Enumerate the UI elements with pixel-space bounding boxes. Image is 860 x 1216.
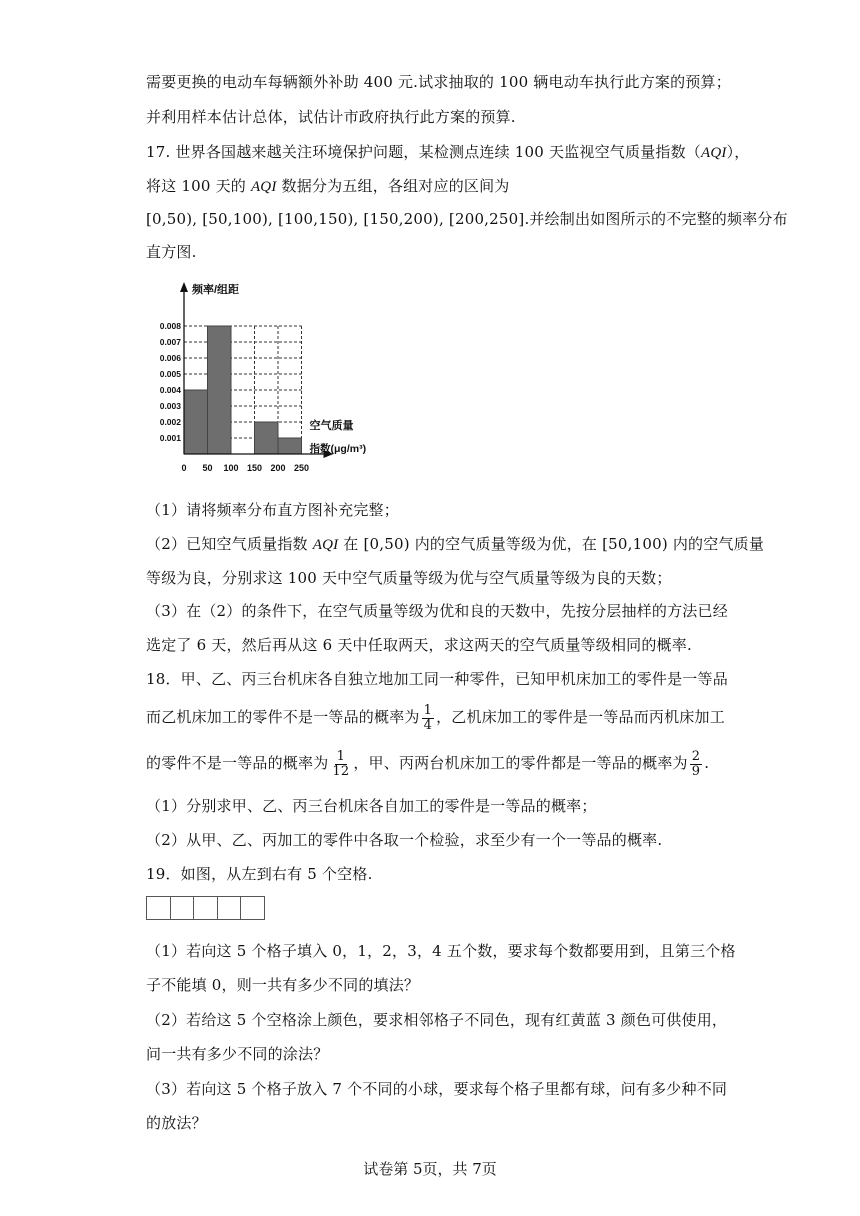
y-axis-arrow-icon: [180, 282, 188, 292]
y-tick-label: 0.003: [159, 401, 181, 411]
fraction-denominator: 4: [423, 717, 433, 733]
x-tick-label: 250: [293, 463, 310, 473]
histogram-bar: [208, 326, 232, 454]
fraction: [330, 750, 351, 779]
text-line: [146, 702, 726, 733]
fraction-numerator: 1: [423, 702, 433, 718]
grid-cell: [170, 896, 195, 920]
text-line: [146, 534, 765, 555]
y-tick-label: 0.005: [159, 369, 181, 379]
question-17-line: [146, 142, 750, 163]
text-span: 的零件不是一等品的概率为: [146, 754, 329, 772]
question-19-line: 19．如图，从左到右有 5 个空格.: [146, 865, 373, 883]
text-span: 数据分为五组，各组对应的区间为: [276, 177, 510, 195]
text-line: [146, 748, 726, 779]
text-line: （3）在（2）的条件下，在空气质量等级为优和良的天数中，先按分层抽样的方法已经: [146, 602, 728, 620]
fraction-denominator: 12: [332, 763, 350, 779]
text-span: 将这 100 天的: [146, 177, 251, 195]
histogram-bar: [184, 390, 208, 454]
text-span: 而乙机床加工的零件不是一等品的概率为: [146, 708, 420, 726]
text-line: （2）若给这 5 个空格涂上颜色，要求相邻格子不同色，现有红黄蓝 3 颜色可供使用，: [146, 1011, 728, 1029]
x-tick-label: 0: [181, 463, 187, 473]
text-line: （1）若向这 5 个格子填入 0，1，2，3，4 五个数，要求每个数都要用到，且第三个格: [146, 942, 736, 960]
fraction: [690, 750, 702, 779]
text-line: [146, 209, 788, 229]
fraction-denominator: 9: [691, 763, 701, 779]
text-span: ），: [726, 143, 750, 161]
grid-cell: [146, 896, 171, 920]
text-span: （2）已知空气质量指数: [146, 535, 313, 553]
text-span: ，乙机床加工的零件是一等品而丙机床加工: [436, 708, 725, 726]
histogram-bar: [278, 438, 302, 454]
text-line: 并利用样本估计总体，试估计市政府执行此方案的预算.: [146, 108, 516, 126]
text-line: 等级为良，分别求这 100 天中空气质量等级为优与空气质量等级为良的天数；: [146, 569, 672, 587]
intervals: [0,50), [50,100), [100,150), [150,200), [200,250]: [146, 210, 525, 228]
x-tick-label: 150: [246, 463, 263, 473]
text-span: .并绘制出如图所示的不完整的频率分布: [524, 210, 788, 228]
y-tick-label: 0.006: [159, 353, 181, 363]
x-tick-label: 100: [223, 463, 239, 473]
text-line: [146, 176, 726, 197]
y-tick-label: 0.007: [159, 337, 181, 347]
text-line: （1）请将频率分布直方图补充完整；: [146, 501, 399, 519]
frequency-histogram: [146, 278, 386, 478]
text-line: 问一共有多少不同的涂法？: [146, 1045, 329, 1063]
text-line: 选定了 6 天，然后再从这 6 天中任取两天，求这两天的空气质量等级相同的概率.: [146, 636, 692, 654]
fraction: [422, 704, 434, 733]
text-line: （3）若向这 5 个格子放入 7 个不同的小球，要求每个格子里都有球，问有多少种不同: [146, 1080, 728, 1098]
x-tick-label: 200: [270, 463, 286, 473]
y-tick-label: 0.001: [159, 433, 181, 443]
fraction-numerator: 1: [336, 748, 346, 764]
text-span: 在 [0,50) 内的空气质量等级为优，在 [50,100) 内的空气质量: [338, 535, 765, 553]
text-line: （2）从甲、乙、丙加工的零件中各取一个检验，求至少有一个一等品的概率.: [146, 831, 663, 849]
grid-cell: [240, 896, 265, 920]
aqi-symbol: AQI: [701, 145, 727, 161]
y-tick-label: 0.004: [159, 385, 181, 395]
text-span: 17. 世界各国越来越关注环境保护问题，某检测点连续 100 天监视空气质量指数（: [146, 143, 701, 161]
y-tick-label: 0.002: [159, 417, 181, 427]
text-span: .: [704, 754, 710, 772]
page-footer: 试卷第 5页，共 7页: [363, 1160, 497, 1178]
x-tick-label: 50: [202, 463, 213, 473]
x-axis-label: 指数(μg/m³): [309, 443, 367, 455]
text-line: 子不能填 0，则一共有多少不同的填法？: [146, 976, 420, 994]
aqi-symbol: AQI: [250, 179, 277, 195]
y-tick-label: 0.008: [159, 321, 181, 331]
y-axis-label: 频率/组距: [192, 284, 240, 296]
aqi-symbol: AQI: [312, 537, 339, 553]
grid-cell: [193, 896, 218, 920]
text-line: （1）分别求甲、乙、丙三台机床各自加工的零件是一等品的概率；: [146, 797, 597, 815]
text-span: ，甲、丙两台机床加工的零件都是一等品的概率为: [353, 754, 688, 772]
text-line: 的放法？: [146, 1114, 207, 1132]
five-cell-grid: [146, 896, 265, 920]
text-line: 需要更换的电动车每辆额外补助 400 元.试求抽取的 100 辆电动车执行此方案的预算；: [146, 73, 731, 91]
fraction-numerator: 2: [691, 748, 701, 764]
grid-cell: [217, 896, 242, 920]
question-18-line: 18．甲、乙、丙三台机床各自独立地加工同一种零件，已知甲机床加工的零件是一等品: [146, 670, 728, 688]
x-axis-label: 空气质量: [309, 420, 354, 432]
histogram-bar: [255, 422, 279, 454]
text-line: 直方图.: [146, 243, 197, 261]
